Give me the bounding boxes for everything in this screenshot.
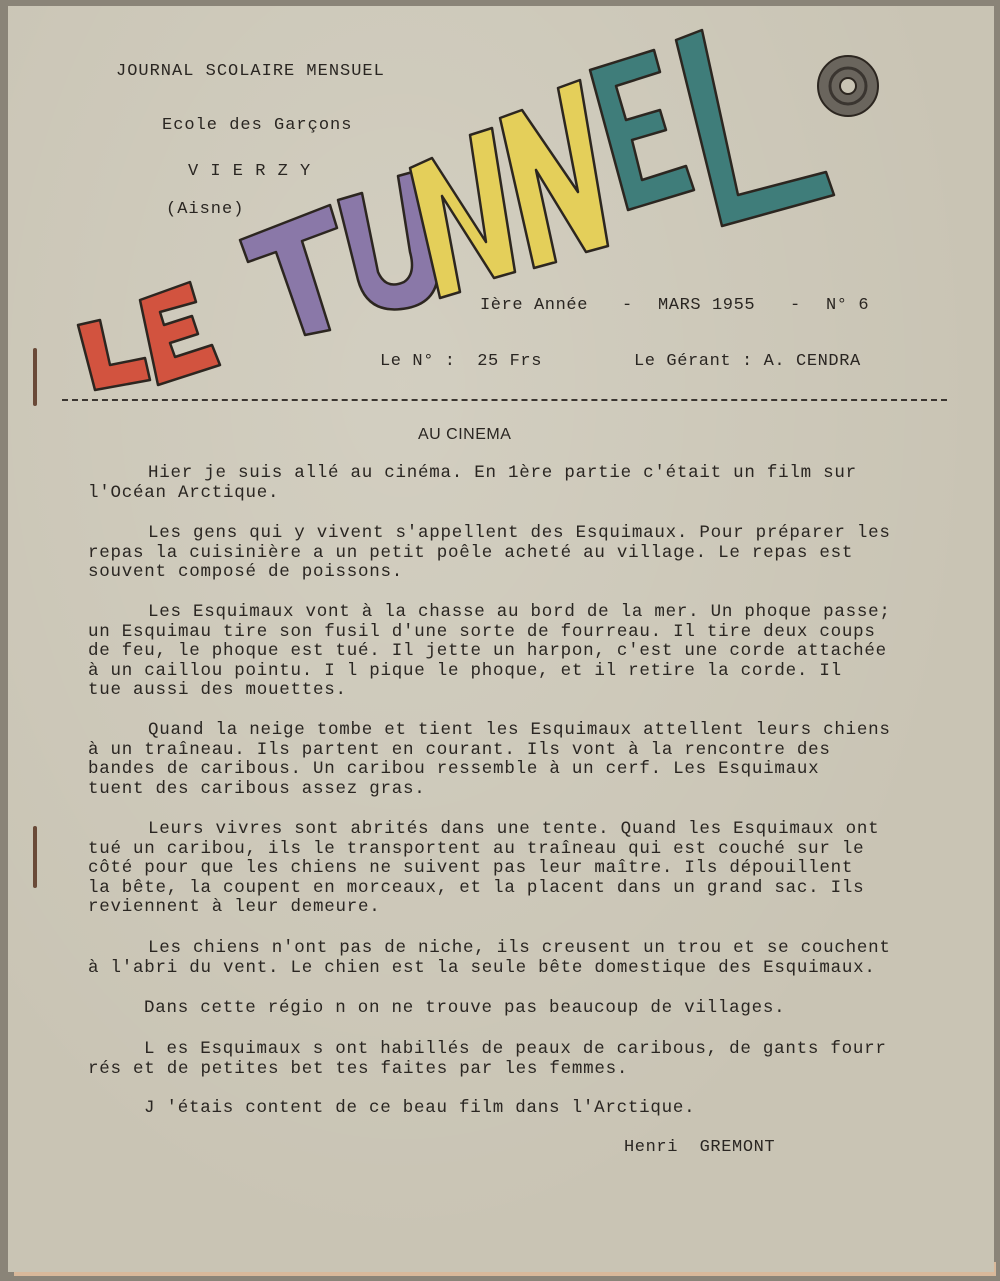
text-line: Les Esquimaux vont à la chasse au bord de la mer. Un phoque passe; bbox=[148, 602, 891, 622]
paragraph-3 bbox=[88, 603, 958, 701]
text-line: reviennent à leur demeure. bbox=[88, 897, 381, 917]
header-divider bbox=[62, 399, 947, 401]
text-line: L es Esquimaux s ont habillés de peaux de caribous, de gants fourr bbox=[144, 1039, 887, 1059]
masthead-letter-e1 bbox=[140, 282, 220, 385]
text-line: Quand la neige tombe et tient les Esquimaux attellent leurs chiens bbox=[148, 720, 891, 740]
issue-separator-2: - bbox=[790, 296, 801, 315]
issue-date: MARS 1955 bbox=[658, 296, 756, 315]
text-line: bandes de caribous. Un caribou ressemble à un cerf. Les Esquimaux bbox=[88, 759, 820, 779]
text-line: Les chiens n'ont pas de niche, ils creusent un trou et se couchent bbox=[148, 938, 891, 958]
text-line: la bête, la coupent en morceaux, et la placent dans un grand sac. Ils bbox=[88, 877, 865, 898]
department-name: (Aisne) bbox=[166, 200, 245, 219]
text-line: côté pour que les chiens ne suivent pas leur maître. Ils dépouillent bbox=[88, 858, 854, 878]
text-line: souvent composé de poissons. bbox=[88, 562, 404, 582]
masthead-letter-e2 bbox=[590, 50, 694, 210]
text-line: rés et de petites bet tes faites par les femmes. bbox=[88, 1058, 629, 1079]
school-name: Ecole des Garçons bbox=[162, 116, 353, 135]
text-line: à l'abri du vent. Le chien est la seule bête domestique des Esquimaux. bbox=[88, 957, 876, 978]
issue-separator-1: - bbox=[622, 296, 633, 315]
paragraph-2 bbox=[88, 524, 958, 583]
masthead-letter-l1 bbox=[78, 320, 150, 390]
text-line: tué un caribou, ils le transportent au traîneau qui est couché sur le bbox=[88, 838, 865, 859]
paragraph-5 bbox=[88, 820, 958, 918]
text-line: Dans cette régio n on ne trouve pas beaucoup de villages. bbox=[144, 998, 786, 1018]
paragraph-1 bbox=[88, 464, 958, 503]
town-name: V I E R Z Y bbox=[188, 162, 312, 181]
staple-bottom bbox=[33, 826, 37, 888]
text-line: de feu, le phoque est tué. Il jette un harpon, c'est une corde attachée bbox=[88, 641, 887, 661]
journal-label: JOURNAL SCOLAIRE MENSUEL bbox=[116, 62, 385, 81]
paragraph-6 bbox=[88, 939, 958, 978]
paragraph-9 bbox=[88, 1099, 958, 1119]
issue-year: Ière Année bbox=[480, 296, 589, 315]
masthead-letter-t bbox=[240, 205, 337, 335]
paragraph-4 bbox=[88, 721, 958, 799]
text-line: à un caillou pointu. I l pique le phoque, et il retire la corde. Il bbox=[88, 660, 842, 681]
masthead-letter-l2 bbox=[676, 30, 834, 226]
text-line: Leurs vivres sont abrités dans une tente. Quand les Esquimaux ont bbox=[148, 819, 880, 839]
issue-number: N° 6 bbox=[826, 296, 870, 315]
signature: Henri GREMONT bbox=[624, 1138, 776, 1157]
text-line: repas la cuisinière a un petit poêle acheté au village. Le repas est bbox=[88, 542, 854, 563]
text-line: J 'étais content de ce beau film dans l'Arctique. bbox=[144, 1098, 696, 1118]
text-line: l'Océan Arctique. bbox=[88, 482, 280, 503]
text-line: tue aussi des mouettes. bbox=[88, 680, 347, 700]
text-line: tuent des caribous assez gras. bbox=[88, 778, 426, 799]
text-line: un Esquimau tire son fusil d'une sorte de fourreau. Il tire deux coups bbox=[88, 621, 876, 642]
text-line: Hier je suis allé au cinéma. En 1ère partie c'était un film sur bbox=[148, 463, 857, 483]
masthead-letter-n2 bbox=[500, 80, 608, 268]
text-line: Les gens qui y vivent s'appellent des Esquimaux. Pour préparer les bbox=[148, 523, 891, 543]
price: Le N° : 25 Frs bbox=[380, 352, 543, 371]
disc-ornament bbox=[818, 56, 878, 116]
text-line: à un traîneau. Ils partent en courant. Ils vont à la rencontre des bbox=[88, 739, 831, 760]
paragraph-8 bbox=[88, 1040, 958, 1079]
paragraph-7 bbox=[88, 999, 958, 1019]
manager: Le Gérant : A. CENDRA bbox=[634, 352, 861, 371]
article-title: AU CINEMA bbox=[418, 426, 512, 443]
